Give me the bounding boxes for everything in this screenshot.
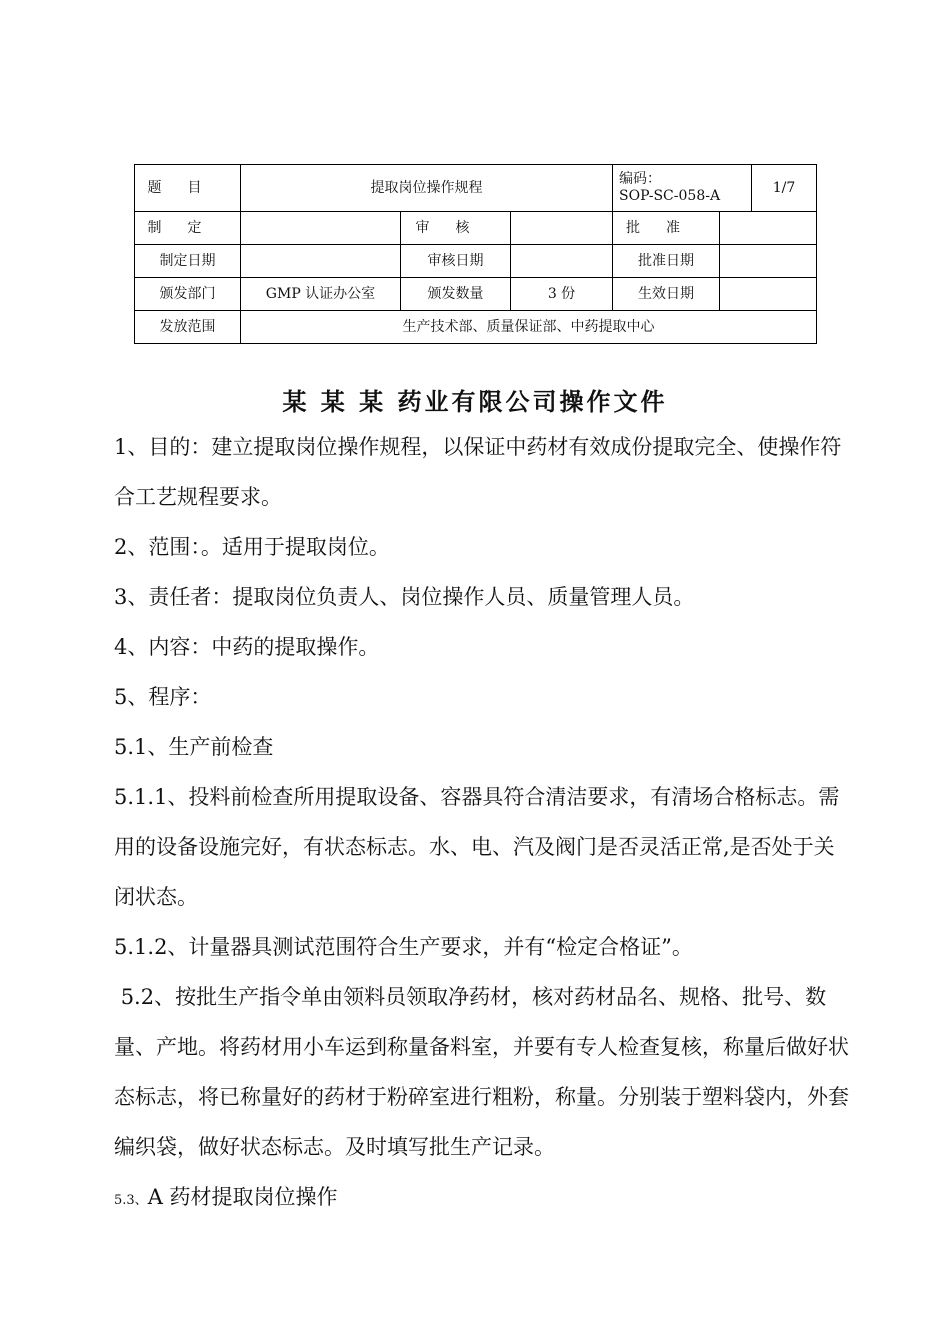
code-value: SOP-SC-058-A xyxy=(619,188,721,204)
topic-label: 题目 xyxy=(135,165,241,212)
paragraph-5-1-2: 5.1.2、计量器具测试范围符合生产要求，并有“检定合格证”。 xyxy=(114,935,693,959)
scope-label: 发放范围 xyxy=(135,311,241,344)
made-value xyxy=(241,212,401,245)
effective-date-value xyxy=(720,278,817,311)
issue-dept-value: GMP 认证办公室 xyxy=(241,278,401,311)
header-table xyxy=(134,164,817,344)
review-value xyxy=(511,212,613,245)
approve-date-label: 批准日期 xyxy=(613,245,720,278)
made-date-label: 制定日期 xyxy=(135,245,241,278)
approve-date-value xyxy=(720,245,817,278)
section-number: 5.3、 xyxy=(114,1193,148,1208)
paragraph-responsibility: 3、责任者：提取岗位负责人、岗位操作人员、质量管理人员。 xyxy=(114,585,695,609)
approve-label: 批准 xyxy=(613,212,720,245)
review-label: 审核 xyxy=(401,212,511,245)
paragraph-purpose: 1、目的：建立提取岗位操作规程，以保证中药材有效成份提取完全、使操作符合工艺规程要求。 xyxy=(114,435,842,509)
topic-value: 提取岗位操作规程 xyxy=(241,165,613,212)
paragraph-5-2: 5.2、按批生产指令单由领料员领取净药材，核对药材品名、规格、批号、数量、产地。将药材用小车运到称量备料室，并要有专人检查复核，称量后做好状态标志，将已称量好的药材于粉碎室进行粗粉，称量。分别装于塑料袋内，外套编织袋，做好状态标志。及时填写批生产记录。 xyxy=(114,985,849,1159)
issue-dept-label: 颁发部门 xyxy=(135,278,241,311)
approve-value xyxy=(720,212,817,245)
paragraph-5-1-1: 5.1.1、投料前检查所用提取设备、容器具符合清洁要求，有清场合格标志。需用的设备设施完好，有状态标志。水、电、汽及阀门是否灵活正常,是否处于关闭状态。 xyxy=(114,785,840,909)
section-heading: A 药材提取岗位操作 xyxy=(147,1185,338,1209)
code-cell xyxy=(613,165,752,212)
issue-qty-value: 3 份 xyxy=(511,278,613,311)
paragraph-procedure: 5、程序： xyxy=(114,685,212,709)
document-title: 某 某 某 药业有限公司操作文件 xyxy=(282,387,668,416)
made-date-value xyxy=(241,245,401,278)
paragraph-content: 4、内容：中药的提取操作。 xyxy=(114,635,380,659)
paragraph-scope: 2、范围：。适用于提取岗位。 xyxy=(114,535,390,559)
code-label: 编码： xyxy=(619,171,662,187)
paragraph-5-1: 5.1、生产前检查 xyxy=(114,735,274,759)
effective-date-label: 生效日期 xyxy=(613,278,720,311)
paragraph-5-3 xyxy=(114,1172,854,1226)
made-label: 制定 xyxy=(135,212,241,245)
scope-value: 生产技术部、质量保证部、中药提取中心 xyxy=(241,311,817,344)
page-number: 1/7 xyxy=(752,165,817,212)
body-text xyxy=(114,422,854,1226)
review-date-label: 审核日期 xyxy=(401,245,511,278)
review-date-value xyxy=(511,245,613,278)
issue-qty-label: 颁发数量 xyxy=(401,278,511,311)
